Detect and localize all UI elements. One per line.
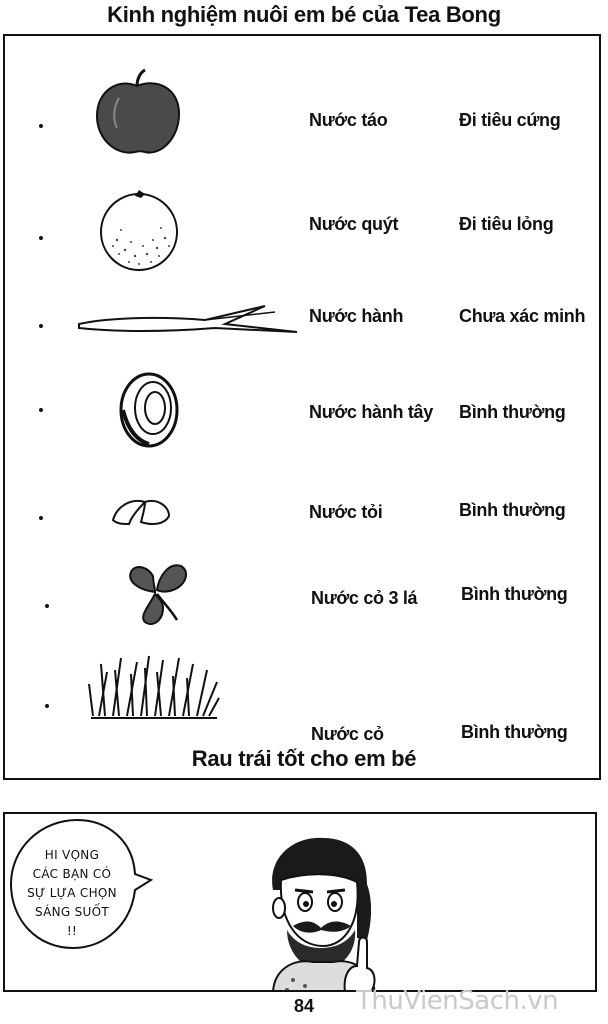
watermark: ThuVienSach.vn <box>356 986 559 1016</box>
comic-panel <box>3 812 597 992</box>
list-item-green-onion <box>5 294 603 354</box>
page-title: Kinh nghiệm nuôi em bé của Tea Bong <box>107 2 501 27</box>
juice-name: Nước hành <box>309 306 404 326</box>
bubble-line: CÁC BẠN CÓ <box>32 867 112 881</box>
juice-name: Nước cỏ <box>311 724 384 744</box>
juice-name: Nước hành tây <box>309 402 433 422</box>
bubble-line: SỰ LỰA CHỌN <box>27 886 117 900</box>
list-item-garlic <box>5 486 603 546</box>
bullet <box>39 324 43 328</box>
tangerine-icon <box>95 184 185 276</box>
bullet <box>39 236 43 240</box>
result-text: Bình thường <box>459 500 566 520</box>
bullet <box>39 408 43 412</box>
green-onion-icon <box>75 298 301 338</box>
bearded-man-icon <box>253 830 393 992</box>
juice-name: Nước cỏ 3 lá <box>311 588 418 608</box>
bullet <box>39 516 43 520</box>
result-text: Đi tiêu lỏng <box>459 214 554 234</box>
onion-icon <box>113 370 185 450</box>
bullet <box>45 704 49 708</box>
bullet <box>45 604 49 608</box>
bullet <box>39 124 43 128</box>
result-text: Bình thường <box>461 722 568 742</box>
list-item-onion <box>5 372 603 432</box>
list-item-tangerine <box>5 184 603 244</box>
clover-icon <box>119 560 195 630</box>
page-number: 84 <box>293 996 315 1016</box>
result-text: Đi tiêu cứng <box>459 110 561 130</box>
juice-name: Nước quýt <box>309 214 399 234</box>
list-item-apple <box>5 76 603 136</box>
apple-icon <box>89 68 185 164</box>
list-item-grass <box>5 656 603 744</box>
section-heading: Rau trái tốt cho em bé <box>191 746 417 771</box>
list-item-clover <box>5 564 603 624</box>
result-text: Bình thường <box>461 584 568 604</box>
result-text: Bình thường <box>459 402 566 422</box>
result-text: Chưa xác minh <box>459 306 586 326</box>
juice-name: Nước tỏi <box>309 502 383 522</box>
bubble-line: SÁNG SUỐT <box>34 905 109 919</box>
garlic-icon <box>109 492 173 528</box>
juice-name: Nước táo <box>309 110 388 130</box>
juice-chart-panel <box>3 34 601 780</box>
speech-bubble-text <box>13 846 131 941</box>
bubble-line: HI VỌNG <box>44 848 100 862</box>
bubble-line: !! <box>66 924 78 938</box>
grass-icon <box>87 654 221 722</box>
